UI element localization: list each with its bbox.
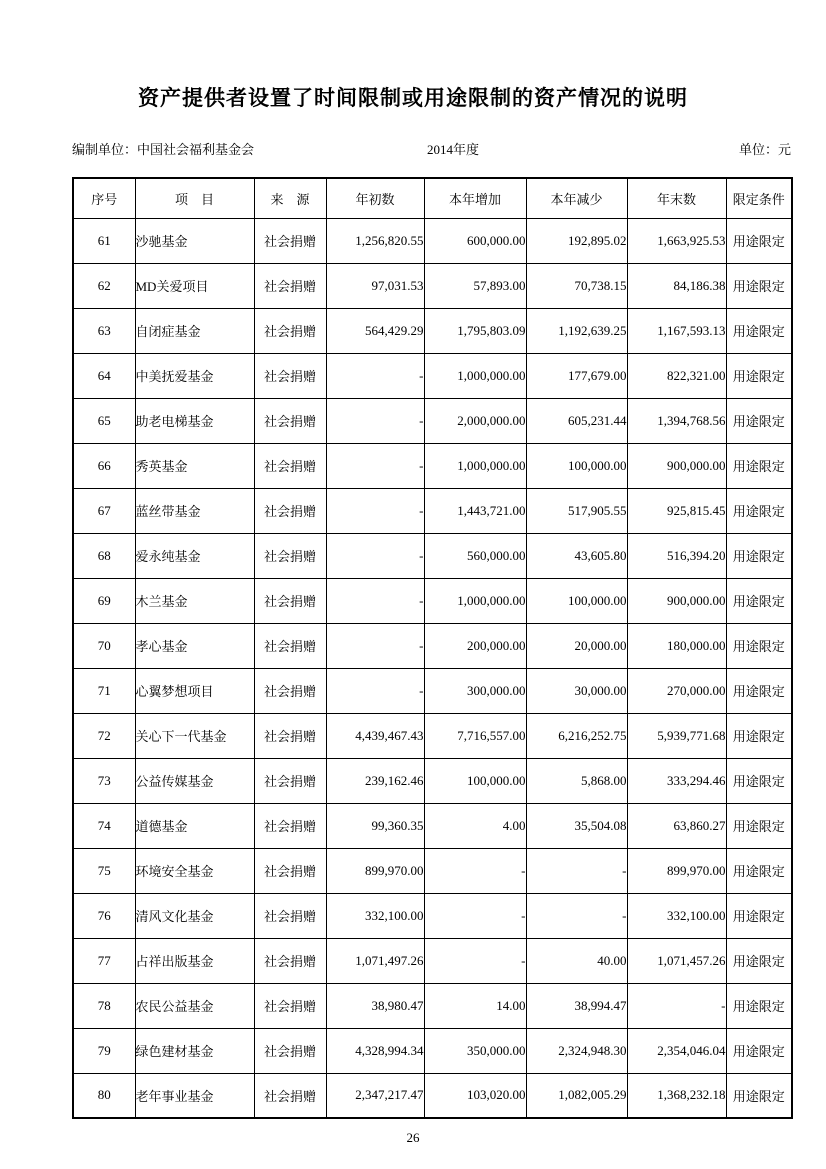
cell-source: 社会捐赠 — [254, 938, 326, 983]
cell-source: 社会捐赠 — [254, 533, 326, 578]
cell-end-balance: 1,167,593.13 — [627, 308, 726, 353]
cell-begin-balance: 564,429.29 — [326, 308, 424, 353]
table-row — [73, 713, 792, 758]
cell-year-increase: 7,716,557.00 — [424, 713, 526, 758]
table-row — [73, 488, 792, 533]
cell-begin-balance: - — [326, 443, 424, 488]
cell-end-balance: 2,354,046.04 — [627, 1028, 726, 1073]
cell-end-balance: 63,860.27 — [627, 803, 726, 848]
table-row — [73, 758, 792, 803]
cell-end-balance: - — [627, 983, 726, 1028]
cell-source: 社会捐赠 — [254, 398, 326, 443]
cell-year-increase: 1,443,721.00 — [424, 488, 526, 533]
cell-end-balance: 5,939,771.68 — [627, 713, 726, 758]
cell-year-decrease: 35,504.08 — [526, 803, 627, 848]
cell-year-decrease: 43,605.80 — [526, 533, 627, 578]
cell-begin-balance: 4,439,467.43 — [326, 713, 424, 758]
cell-begin-balance: 239,162.46 — [326, 758, 424, 803]
cell-begin-balance: 899,970.00 — [326, 848, 424, 893]
cell-year-decrease: 1,082,005.29 — [526, 1073, 627, 1118]
cell-item-name: 道德基金 — [135, 803, 254, 848]
cell-year-increase: 2,000,000.00 — [424, 398, 526, 443]
table-row — [73, 218, 792, 263]
meta-row — [72, 141, 791, 159]
cell-restriction: 用途限定 — [726, 938, 792, 983]
cell-year-increase: 200,000.00 — [424, 623, 526, 668]
table-body — [73, 218, 792, 1118]
cell-source: 社会捐赠 — [254, 848, 326, 893]
cell-year-increase: 600,000.00 — [424, 218, 526, 263]
table-row — [73, 668, 792, 713]
cell-end-balance: 899,970.00 — [627, 848, 726, 893]
col-header-no: 序号 — [73, 178, 135, 218]
cell-source: 社会捐赠 — [254, 488, 326, 533]
cell-source: 社会捐赠 — [254, 353, 326, 398]
cell-restriction: 用途限定 — [726, 488, 792, 533]
cell-end-balance: 1,663,925.53 — [627, 218, 726, 263]
prepared-by-label: 编制单位：中国社会福利基金会 — [72, 142, 255, 157]
cell-serial-number: 69 — [73, 578, 135, 623]
cell-begin-balance: 99,360.35 — [326, 803, 424, 848]
cell-item-name: 自闭症基金 — [135, 308, 254, 353]
cell-item-name: MD关爱项目 — [135, 263, 254, 308]
cell-restriction: 用途限定 — [726, 218, 792, 263]
cell-end-balance: 822,321.00 — [627, 353, 726, 398]
cell-serial-number: 63 — [73, 308, 135, 353]
page-title: 资产提供者设置了时间限制或用途限制的资产情况的说明 — [138, 87, 688, 110]
cell-begin-balance: - — [326, 353, 424, 398]
cell-restriction: 用途限定 — [726, 1073, 792, 1118]
cell-item-name: 助老电梯基金 — [135, 398, 254, 443]
table-row — [73, 263, 792, 308]
unit-label: 单位：元 — [738, 142, 791, 157]
cell-source: 社会捐赠 — [254, 1028, 326, 1073]
cell-item-name: 心翼梦想项目 — [135, 668, 254, 713]
fiscal-year-label: 2014年度 — [426, 142, 480, 157]
cell-year-increase: 560,000.00 — [424, 533, 526, 578]
cell-year-decrease: 100,000.00 — [526, 578, 627, 623]
cell-end-balance: 332,100.00 — [627, 893, 726, 938]
cell-item-name: 秀英基金 — [135, 443, 254, 488]
cell-item-name: 爱永纯基金 — [135, 533, 254, 578]
cell-source: 社会捐赠 — [254, 623, 326, 668]
cell-restriction: 用途限定 — [726, 578, 792, 623]
cell-year-increase: 4.00 — [424, 803, 526, 848]
cell-item-name: 公益传媒基金 — [135, 758, 254, 803]
cell-serial-number: 66 — [73, 443, 135, 488]
cell-serial-number: 73 — [73, 758, 135, 803]
cell-end-balance: 180,000.00 — [627, 623, 726, 668]
cell-begin-balance: - — [326, 578, 424, 623]
col-header-source: 来 源 — [254, 178, 326, 218]
cell-year-increase: - — [424, 938, 526, 983]
cell-year-decrease: 192,895.02 — [526, 218, 627, 263]
cell-year-decrease: 30,000.00 — [526, 668, 627, 713]
cell-item-name: 关心下一代基金 — [135, 713, 254, 758]
cell-serial-number: 61 — [73, 218, 135, 263]
table-row — [73, 803, 792, 848]
col-header-item: 项 目 — [135, 178, 254, 218]
table-header-row — [73, 178, 792, 218]
cell-year-increase: 103,020.00 — [424, 1073, 526, 1118]
cell-end-balance: 1,368,232.18 — [627, 1073, 726, 1118]
cell-end-balance: 900,000.00 — [627, 578, 726, 623]
cell-serial-number: 74 — [73, 803, 135, 848]
cell-source: 社会捐赠 — [254, 983, 326, 1028]
cell-end-balance: 925,815.45 — [627, 488, 726, 533]
restricted-assets-table — [72, 177, 793, 1119]
cell-item-name: 木兰基金 — [135, 578, 254, 623]
cell-end-balance: 516,394.20 — [627, 533, 726, 578]
cell-source: 社会捐赠 — [254, 893, 326, 938]
cell-year-decrease: 605,231.44 — [526, 398, 627, 443]
cell-restriction: 用途限定 — [726, 848, 792, 893]
col-header-increase: 本年增加 — [424, 178, 526, 218]
cell-restriction: 用途限定 — [726, 398, 792, 443]
cell-restriction: 用途限定 — [726, 533, 792, 578]
table-row — [73, 848, 792, 893]
cell-source: 社会捐赠 — [254, 578, 326, 623]
cell-serial-number: 64 — [73, 353, 135, 398]
cell-year-decrease: 100,000.00 — [526, 443, 627, 488]
cell-begin-balance: 332,100.00 — [326, 893, 424, 938]
col-header-end: 年末数 — [627, 178, 726, 218]
cell-end-balance: 333,294.46 — [627, 758, 726, 803]
cell-restriction: 用途限定 — [726, 443, 792, 488]
cell-begin-balance: 38,980.47 — [326, 983, 424, 1028]
cell-year-decrease: 38,994.47 — [526, 983, 627, 1028]
cell-year-decrease: - — [526, 893, 627, 938]
table-row — [73, 893, 792, 938]
cell-begin-balance: 1,071,497.26 — [326, 938, 424, 983]
cell-serial-number: 79 — [73, 1028, 135, 1073]
cell-begin-balance: - — [326, 488, 424, 533]
cell-item-name: 中美抚爱基金 — [135, 353, 254, 398]
cell-year-decrease: 6,216,252.75 — [526, 713, 627, 758]
cell-end-balance: 900,000.00 — [627, 443, 726, 488]
cell-year-increase: 1,795,803.09 — [424, 308, 526, 353]
cell-source: 社会捐赠 — [254, 803, 326, 848]
cell-begin-balance: - — [326, 623, 424, 668]
cell-restriction: 用途限定 — [726, 623, 792, 668]
cell-item-name: 沙驰基金 — [135, 218, 254, 263]
cell-source: 社会捐赠 — [254, 443, 326, 488]
cell-restriction: 用途限定 — [726, 1028, 792, 1073]
cell-source: 社会捐赠 — [254, 308, 326, 353]
cell-source: 社会捐赠 — [254, 1073, 326, 1118]
cell-restriction: 用途限定 — [726, 263, 792, 308]
cell-serial-number: 70 — [73, 623, 135, 668]
cell-item-name: 清风文化基金 — [135, 893, 254, 938]
cell-restriction: 用途限定 — [726, 983, 792, 1028]
cell-year-increase: 1,000,000.00 — [424, 443, 526, 488]
cell-year-increase: 300,000.00 — [424, 668, 526, 713]
cell-restriction: 用途限定 — [726, 353, 792, 398]
cell-serial-number: 65 — [73, 398, 135, 443]
table-row — [73, 533, 792, 578]
cell-end-balance: 270,000.00 — [627, 668, 726, 713]
table-row — [73, 623, 792, 668]
cell-serial-number: 67 — [73, 488, 135, 533]
cell-year-increase: - — [424, 893, 526, 938]
cell-item-name: 老年事业基金 — [135, 1073, 254, 1118]
cell-restriction: 用途限定 — [726, 668, 792, 713]
cell-item-name: 环境安全基金 — [135, 848, 254, 893]
cell-serial-number: 76 — [73, 893, 135, 938]
cell-restriction: 用途限定 — [726, 893, 792, 938]
cell-year-increase: 350,000.00 — [424, 1028, 526, 1073]
table-row — [73, 353, 792, 398]
cell-source: 社会捐赠 — [254, 668, 326, 713]
cell-source: 社会捐赠 — [254, 263, 326, 308]
cell-begin-balance: 1,256,820.55 — [326, 218, 424, 263]
cell-end-balance: 84,186.38 — [627, 263, 726, 308]
cell-year-decrease: 2,324,948.30 — [526, 1028, 627, 1073]
table-row — [73, 443, 792, 488]
cell-year-decrease: 1,192,639.25 — [526, 308, 627, 353]
cell-begin-balance: 97,031.53 — [326, 263, 424, 308]
cell-year-decrease: 70,738.15 — [526, 263, 627, 308]
cell-year-increase: 1,000,000.00 — [424, 578, 526, 623]
cell-restriction: 用途限定 — [726, 713, 792, 758]
cell-item-name: 蓝丝带基金 — [135, 488, 254, 533]
cell-serial-number: 77 — [73, 938, 135, 983]
cell-year-decrease: 177,679.00 — [526, 353, 627, 398]
cell-year-increase: 100,000.00 — [424, 758, 526, 803]
col-header-begin: 年初数 — [326, 178, 424, 218]
table-row — [73, 578, 792, 623]
cell-source: 社会捐赠 — [254, 713, 326, 758]
table-row — [73, 1028, 792, 1073]
cell-end-balance: 1,394,768.56 — [627, 398, 726, 443]
cell-year-decrease: 517,905.55 — [526, 488, 627, 533]
cell-year-decrease: - — [526, 848, 627, 893]
cell-item-name: 孝心基金 — [135, 623, 254, 668]
cell-serial-number: 71 — [73, 668, 135, 713]
cell-serial-number: 68 — [73, 533, 135, 578]
col-header-restriction: 限定条件 — [726, 178, 792, 218]
cell-item-name: 绿色建材基金 — [135, 1028, 254, 1073]
cell-begin-balance: - — [326, 533, 424, 578]
cell-serial-number: 62 — [73, 263, 135, 308]
cell-restriction: 用途限定 — [726, 758, 792, 803]
cell-item-name: 农民公益基金 — [135, 983, 254, 1028]
cell-source: 社会捐赠 — [254, 218, 326, 263]
table-row — [73, 983, 792, 1028]
cell-restriction: 用途限定 — [726, 308, 792, 353]
cell-year-increase: 14.00 — [424, 983, 526, 1028]
cell-restriction: 用途限定 — [726, 803, 792, 848]
cell-year-increase: 57,893.00 — [424, 263, 526, 308]
col-header-decrease: 本年减少 — [526, 178, 627, 218]
cell-begin-balance: - — [326, 398, 424, 443]
cell-year-increase: 1,000,000.00 — [424, 353, 526, 398]
cell-begin-balance: - — [326, 668, 424, 713]
cell-serial-number: 80 — [73, 1073, 135, 1118]
cell-serial-number: 78 — [73, 983, 135, 1028]
cell-serial-number: 75 — [73, 848, 135, 893]
cell-year-decrease: 5,868.00 — [526, 758, 627, 803]
cell-end-balance: 1,071,457.26 — [627, 938, 726, 983]
cell-item-name: 占祥出版基金 — [135, 938, 254, 983]
cell-year-decrease: 40.00 — [526, 938, 627, 983]
page-number: 26 — [406, 1130, 420, 1145]
table-row — [73, 938, 792, 983]
cell-year-increase: - — [424, 848, 526, 893]
table-row — [73, 308, 792, 353]
cell-year-decrease: 20,000.00 — [526, 623, 627, 668]
table-row — [73, 398, 792, 443]
cell-begin-balance: 4,328,994.34 — [326, 1028, 424, 1073]
cell-begin-balance: 2,347,217.47 — [326, 1073, 424, 1118]
cell-source: 社会捐赠 — [254, 758, 326, 803]
table-row — [73, 1073, 792, 1118]
cell-serial-number: 72 — [73, 713, 135, 758]
